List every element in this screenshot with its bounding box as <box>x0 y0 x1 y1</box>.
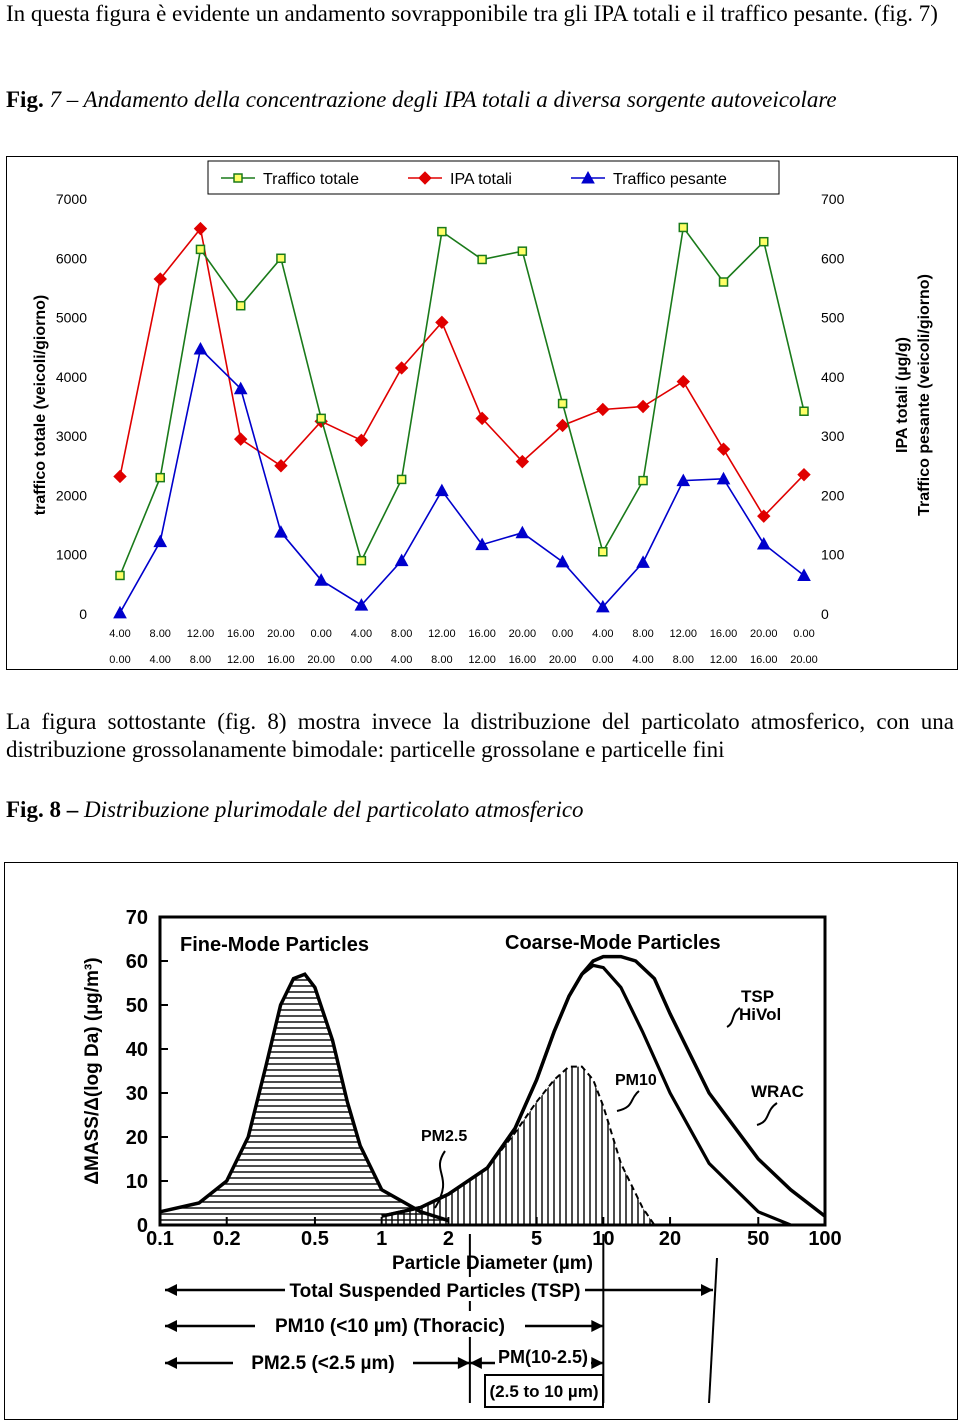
data-point-traffico-pesante <box>758 538 770 549</box>
intro-paragraph: In questa figura è evidente un andamento sovrapponibile tra gli IPA totali e il traffico pesante. (fig. 7) <box>6 1 938 26</box>
x-tick-label-row2: 8.00 <box>672 654 695 666</box>
x-tick-label-row1: 16.00 <box>468 628 496 640</box>
data-point-ipa-totali <box>677 376 689 388</box>
data-point-traffico-totale <box>357 557 365 565</box>
data-point-traffico-totale <box>800 407 808 415</box>
data-point-ipa-totali <box>718 443 730 455</box>
y-left-tick-label: 0 <box>79 606 87 622</box>
wrac-leader <box>757 1103 777 1125</box>
x-tick-label-row1: 4.00 <box>350 628 373 640</box>
x-tick-label: 100 <box>808 1228 842 1250</box>
y-right-tick-label: 0 <box>821 606 829 622</box>
data-point-traffico-pesante <box>396 555 408 566</box>
data-point-ipa-totali <box>597 403 609 415</box>
y-tick-label: 60 <box>125 951 148 973</box>
hivol-label: HiVol <box>739 1005 782 1024</box>
x-tick-label-row1: 0.00 <box>793 628 815 640</box>
series-traffico-pesante <box>114 343 810 618</box>
fig8-label: Fig. 8 – <box>6 797 79 822</box>
x-tick-label: 20 <box>658 1228 682 1250</box>
data-point-traffico-totale <box>679 223 687 231</box>
y-tick-label: 40 <box>125 1039 148 1061</box>
x-tick-label: 0.2 <box>212 1228 241 1250</box>
x-tick-label-row1: 16.00 <box>226 628 255 640</box>
x-tick-label: 50 <box>747 1228 770 1250</box>
x-tick-label-row2: 0.00 <box>109 654 131 666</box>
legend-label-traffico-totale: Traffico totale <box>263 171 360 188</box>
data-point-traffico-pesante <box>154 536 166 547</box>
x-tick-label-row1: 12.00 <box>669 628 698 640</box>
x-tick-label-row2: 0.00 <box>350 654 373 666</box>
x-tick-label-row2: 4.00 <box>390 654 413 666</box>
y-right-axis-label-1: IPA totali (µg/g) <box>894 337 911 453</box>
pm10-leader <box>617 1091 639 1111</box>
pm25-label: PM2.5 <box>421 1128 468 1145</box>
x-tick-label-row2: 8.00 <box>189 654 212 666</box>
data-point-traffico-pesante <box>114 607 126 618</box>
fig7-chart-frame <box>6 156 958 670</box>
x-tick-label-row2: 12.00 <box>709 654 738 666</box>
x-axis-label: Particle Diameter (µm) <box>391 1253 594 1274</box>
fig8-caption <box>6 796 954 824</box>
x-tick-label-row1: 20.00 <box>508 628 537 640</box>
y-left-tick-label: 4000 <box>55 368 87 385</box>
pmc-range-arrow-head-left <box>470 1357 482 1369</box>
x-tick-label-row2: 20.00 <box>548 654 577 666</box>
legend-label-ipa-totali: IPA totali <box>450 171 512 188</box>
data-point-traffico-totale <box>196 245 204 253</box>
data-point-traffico-pesante <box>436 485 448 496</box>
x-tick-label: 0.5 <box>301 1228 329 1250</box>
x-tick-label-row2: 12.00 <box>226 654 255 666</box>
data-point-traffico-totale <box>237 302 245 310</box>
data-point-ipa-totali <box>355 434 367 446</box>
y-tick-label: 0 <box>136 1215 148 1237</box>
pm10-label: PM10 <box>615 1072 657 1089</box>
x-tick-label-row2: 16.00 <box>508 654 537 666</box>
data-point-traffico-totale <box>277 254 285 262</box>
data-point-ipa-totali <box>114 470 126 482</box>
y-tick-label: 10 <box>125 1171 148 1193</box>
x-tick-label-row2: 12.00 <box>468 654 496 666</box>
data-point-traffico-totale <box>760 238 768 246</box>
x-tick-label-row1: 8.00 <box>149 628 171 640</box>
data-point-traffico-totale <box>518 247 526 255</box>
tsp-range-arrow-head-right <box>701 1284 713 1296</box>
y-left-tick-label: 2000 <box>55 487 87 504</box>
pm10-range-arrow-head-left <box>165 1320 177 1332</box>
y-right-tick-label: 400 <box>821 368 845 385</box>
fig8-chart-frame <box>4 862 958 1420</box>
x-tick-label-row1: 4.00 <box>592 628 614 640</box>
tsp-label: TSP <box>741 987 775 1006</box>
y-right-tick-label: 300 <box>821 428 845 445</box>
data-point-ipa-totali <box>235 433 247 445</box>
pm25-range-arrow-head-right <box>458 1357 470 1369</box>
tsp-range-arrow-head-left <box>165 1284 177 1296</box>
y-left-tick-label: 3000 <box>55 428 87 445</box>
data-point-traffico-totale <box>639 477 647 485</box>
tsp-range-label: Total Suspended Particles (TSP) <box>289 1281 581 1302</box>
x-tick-label: 2 <box>442 1228 454 1250</box>
x-tick-label-row2: 0.00 <box>592 654 614 666</box>
x-tick-label-row2: 20.00 <box>307 654 335 666</box>
fig7-line-chart <box>7 157 956 668</box>
x-tick-label: 1 <box>376 1228 388 1250</box>
fig7-label: Fig. <box>6 87 44 112</box>
y-left-tick-label: 1000 <box>55 546 87 563</box>
coarse-mode-title: Coarse-Mode Particles <box>505 932 721 954</box>
x-tick-label-row1: 16.00 <box>709 628 738 640</box>
y-right-tick-label: 500 <box>821 309 845 326</box>
y-left-axis-label: traffico totale (veicoli/giorno) <box>32 294 49 516</box>
data-point-traffico-pesante <box>194 343 206 354</box>
fig7-caption <box>6 86 954 114</box>
data-point-traffico-totale <box>559 400 567 408</box>
data-point-traffico-totale <box>317 414 325 422</box>
data-point-traffico-totale <box>478 255 486 263</box>
x-tick-label-row1: 0.00 <box>310 628 332 640</box>
fig8-particle-chart <box>5 863 956 1418</box>
series-line-ipa-totali <box>120 229 804 517</box>
pmc-range-sub-label: (2.5 to 10 µm) <box>489 1382 599 1401</box>
data-point-traffico-totale <box>438 228 446 236</box>
pm10-range-arrow-head-right <box>591 1320 603 1332</box>
series-traffico-totale <box>116 223 808 579</box>
fine-mode-title: Fine-Mode Particles <box>180 934 369 956</box>
y-right-tick-label: 700 <box>821 191 845 207</box>
mid-paragraph: La figura sottostante (fig. 8) mostra invece la distribuzione del particolato atmosferico, con una distribuzione grossolanamente bimodale: particelle grossolane e particelle fini <box>6 709 954 762</box>
data-point-ipa-totali <box>637 401 649 413</box>
fig8-caption-text: Distribuzione plurimodale del particolato atmosferico <box>78 797 584 822</box>
data-point-traffico-pesante <box>798 569 810 580</box>
x-tick-label: 5 <box>531 1228 543 1250</box>
x-tick-label-row1: 20.00 <box>749 628 778 640</box>
series-ipa-totali <box>114 223 810 523</box>
tsp-cutoff-line <box>709 1258 717 1403</box>
legend <box>208 161 779 194</box>
x-tick-label-row2: 4.00 <box>149 654 171 666</box>
x-tick-label-row1: 8.00 <box>390 628 413 640</box>
y-axis-label: ΔMASS/Δ(log Da) (µg/m³) <box>82 957 103 1185</box>
y-tick-label: 30 <box>125 1083 148 1105</box>
y-tick-label: 20 <box>125 1127 148 1149</box>
data-point-traffico-totale <box>156 474 164 482</box>
pmc-range-label: PM(10-2.5) <box>497 1347 589 1367</box>
x-tick-label: 0.1 <box>146 1228 174 1250</box>
x-tick-label: 10 <box>592 1228 615 1250</box>
y-tick-label: 50 <box>125 995 148 1017</box>
data-point-traffico-pesante <box>516 527 528 538</box>
x-tick-label-row2: 4.00 <box>632 654 654 666</box>
pm10-range-label: PM10 (<10 µm) (Thoracic) <box>274 1316 506 1337</box>
data-point-traffico-pesante <box>557 556 569 567</box>
x-tick-label-row2: 16.00 <box>749 654 778 666</box>
legend-label-traffico-pesante: Traffico pesante <box>613 171 727 188</box>
pmc-range-arrow-head-right <box>591 1357 603 1369</box>
data-point-traffico-totale <box>599 548 607 556</box>
fine-mode-area <box>160 974 448 1225</box>
legend-marker-traffico-totale <box>234 174 242 182</box>
series-line-traffico-pesante <box>120 349 804 613</box>
pm25-range-arrow-head-left <box>165 1357 177 1369</box>
y-tick-label: 70 <box>125 907 148 929</box>
x-tick-label-row1: 12.00 <box>186 628 215 640</box>
data-point-traffico-pesante <box>275 526 287 537</box>
y-left-tick-label: 7000 <box>55 191 87 207</box>
y-right-tick-label: 600 <box>821 250 845 267</box>
data-point-traffico-totale <box>720 278 728 286</box>
y-right-tick-label: 100 <box>821 546 845 563</box>
x-tick-label-row2: 8.00 <box>431 654 453 666</box>
y-left-tick-label: 5000 <box>55 309 87 326</box>
fig7-caption-text: 7 – Andamento della concentrazione degli IPA totali a diversa sorgente autoveicolare <box>43 87 837 112</box>
series-line-traffico-totale <box>120 228 804 576</box>
pm10-area <box>382 1067 655 1225</box>
x-tick-label-row2: 16.00 <box>267 654 295 666</box>
data-point-traffico-totale <box>398 475 406 483</box>
y-right-axis-label-2: Traffico pesante (veicoli/giorno) <box>916 274 933 516</box>
y-left-tick-label: 6000 <box>55 250 87 267</box>
y-right-tick-label: 200 <box>821 487 845 504</box>
data-point-traffico-totale <box>116 571 124 579</box>
data-point-traffico-pesante <box>637 556 649 567</box>
x-tick-label-row1: 12.00 <box>428 628 456 640</box>
x-tick-label-row2: 20.00 <box>790 654 818 666</box>
x-tick-label-row1: 4.00 <box>109 628 131 640</box>
wrac-label: WRAC <box>751 1082 804 1101</box>
x-tick-label-row1: 20.00 <box>267 628 295 640</box>
pm25-range-label: PM2.5 (<2.5 µm) <box>251 1353 395 1374</box>
x-tick-label-row1: 8.00 <box>632 628 654 640</box>
x-tick-label-row1: 0.00 <box>551 628 574 640</box>
